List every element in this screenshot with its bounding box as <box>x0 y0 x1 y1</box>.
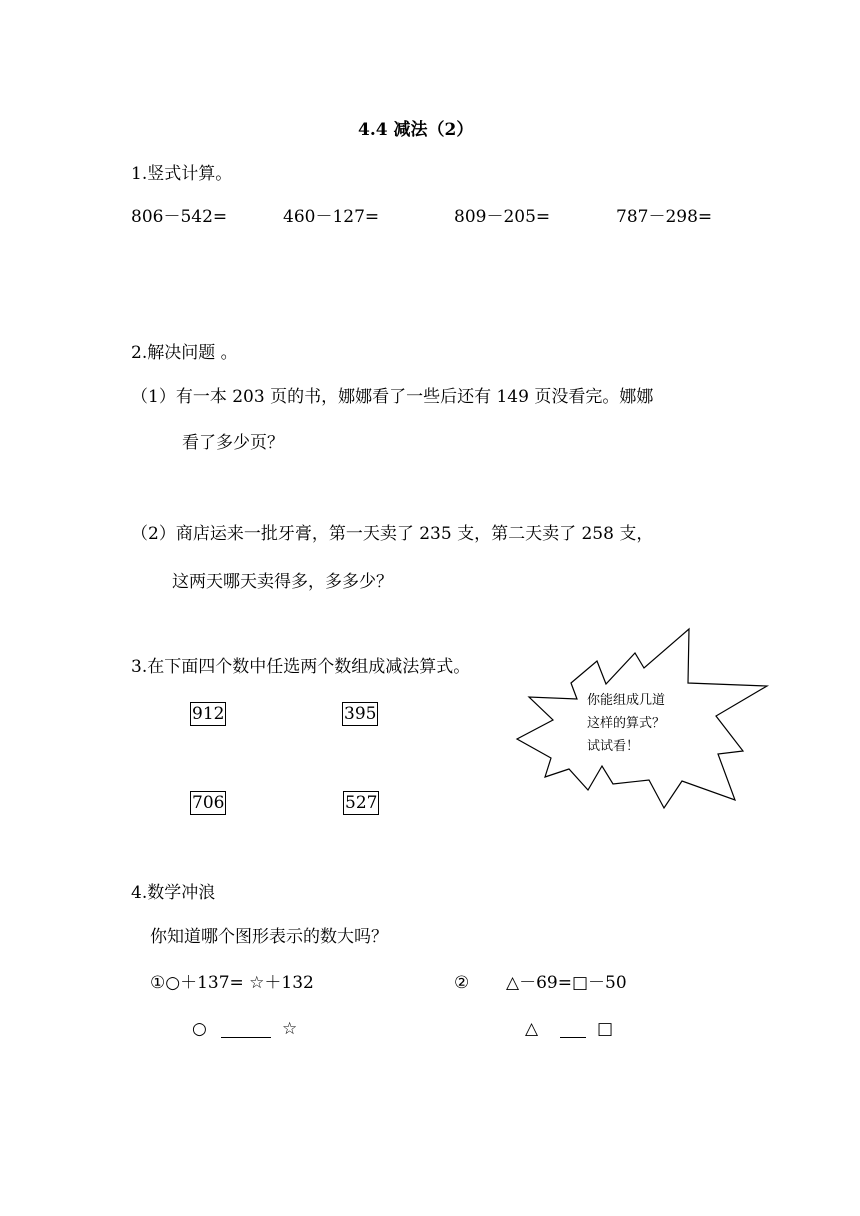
bubble-line-3: 试试看！ <box>587 739 640 754</box>
section4-heading: 4.数学冲浪 <box>131 883 216 903</box>
problem-2: 460－127= <box>283 207 380 227</box>
question-1-line1: （1）有一本 203 页的书，娜娜看了一些后还有 149 页没看完。娜娜 <box>131 387 654 407</box>
compare-2-right: □ <box>597 1019 614 1039</box>
section2-heading: 2.解决问题 。 <box>131 343 238 363</box>
equation-2: △－69=□－50 <box>506 973 627 993</box>
compare-1-right: ☆ <box>282 1019 298 1039</box>
compare-2-answer-blank[interactable] <box>560 1037 586 1038</box>
equation-2-label: ② <box>454 973 470 993</box>
problem-3: 809－205= <box>454 207 551 227</box>
number-box: 912 <box>192 704 225 724</box>
question-2-line1: （2）商店运来一批牙膏，第一天卖了 235 支，第二天卖了 258 支， <box>131 524 654 544</box>
compare-1-left: ○ <box>192 1019 207 1039</box>
section4-prompt: 你知道哪个图形表示的数大吗？ <box>150 927 388 947</box>
problem-1: 806－542= <box>131 207 228 227</box>
bubble-line-1: 你能组成几道 <box>587 693 666 708</box>
bubble-line-2: 这样的算式？ <box>587 716 666 731</box>
question-1-line2: 看了多少页？ <box>182 433 284 453</box>
number-box: 527 <box>345 793 378 813</box>
section1-heading: 1.竖式计算。 <box>131 164 233 184</box>
compare-1-answer-blank[interactable] <box>221 1037 271 1038</box>
page-title: 4.4 减法（2） <box>358 120 474 140</box>
problem-4: 787－298= <box>616 207 713 227</box>
number-box: 395 <box>344 704 377 724</box>
question-2-line2: 这两天哪天卖得多，多多少？ <box>172 572 393 592</box>
equation-1: ①○＋137= ☆＋132 <box>150 973 314 993</box>
section3-heading: 3.在下面四个数中任选两个数组成减法算式。 <box>131 657 471 677</box>
compare-2-left: △ <box>525 1019 539 1039</box>
number-box: 706 <box>192 793 225 813</box>
